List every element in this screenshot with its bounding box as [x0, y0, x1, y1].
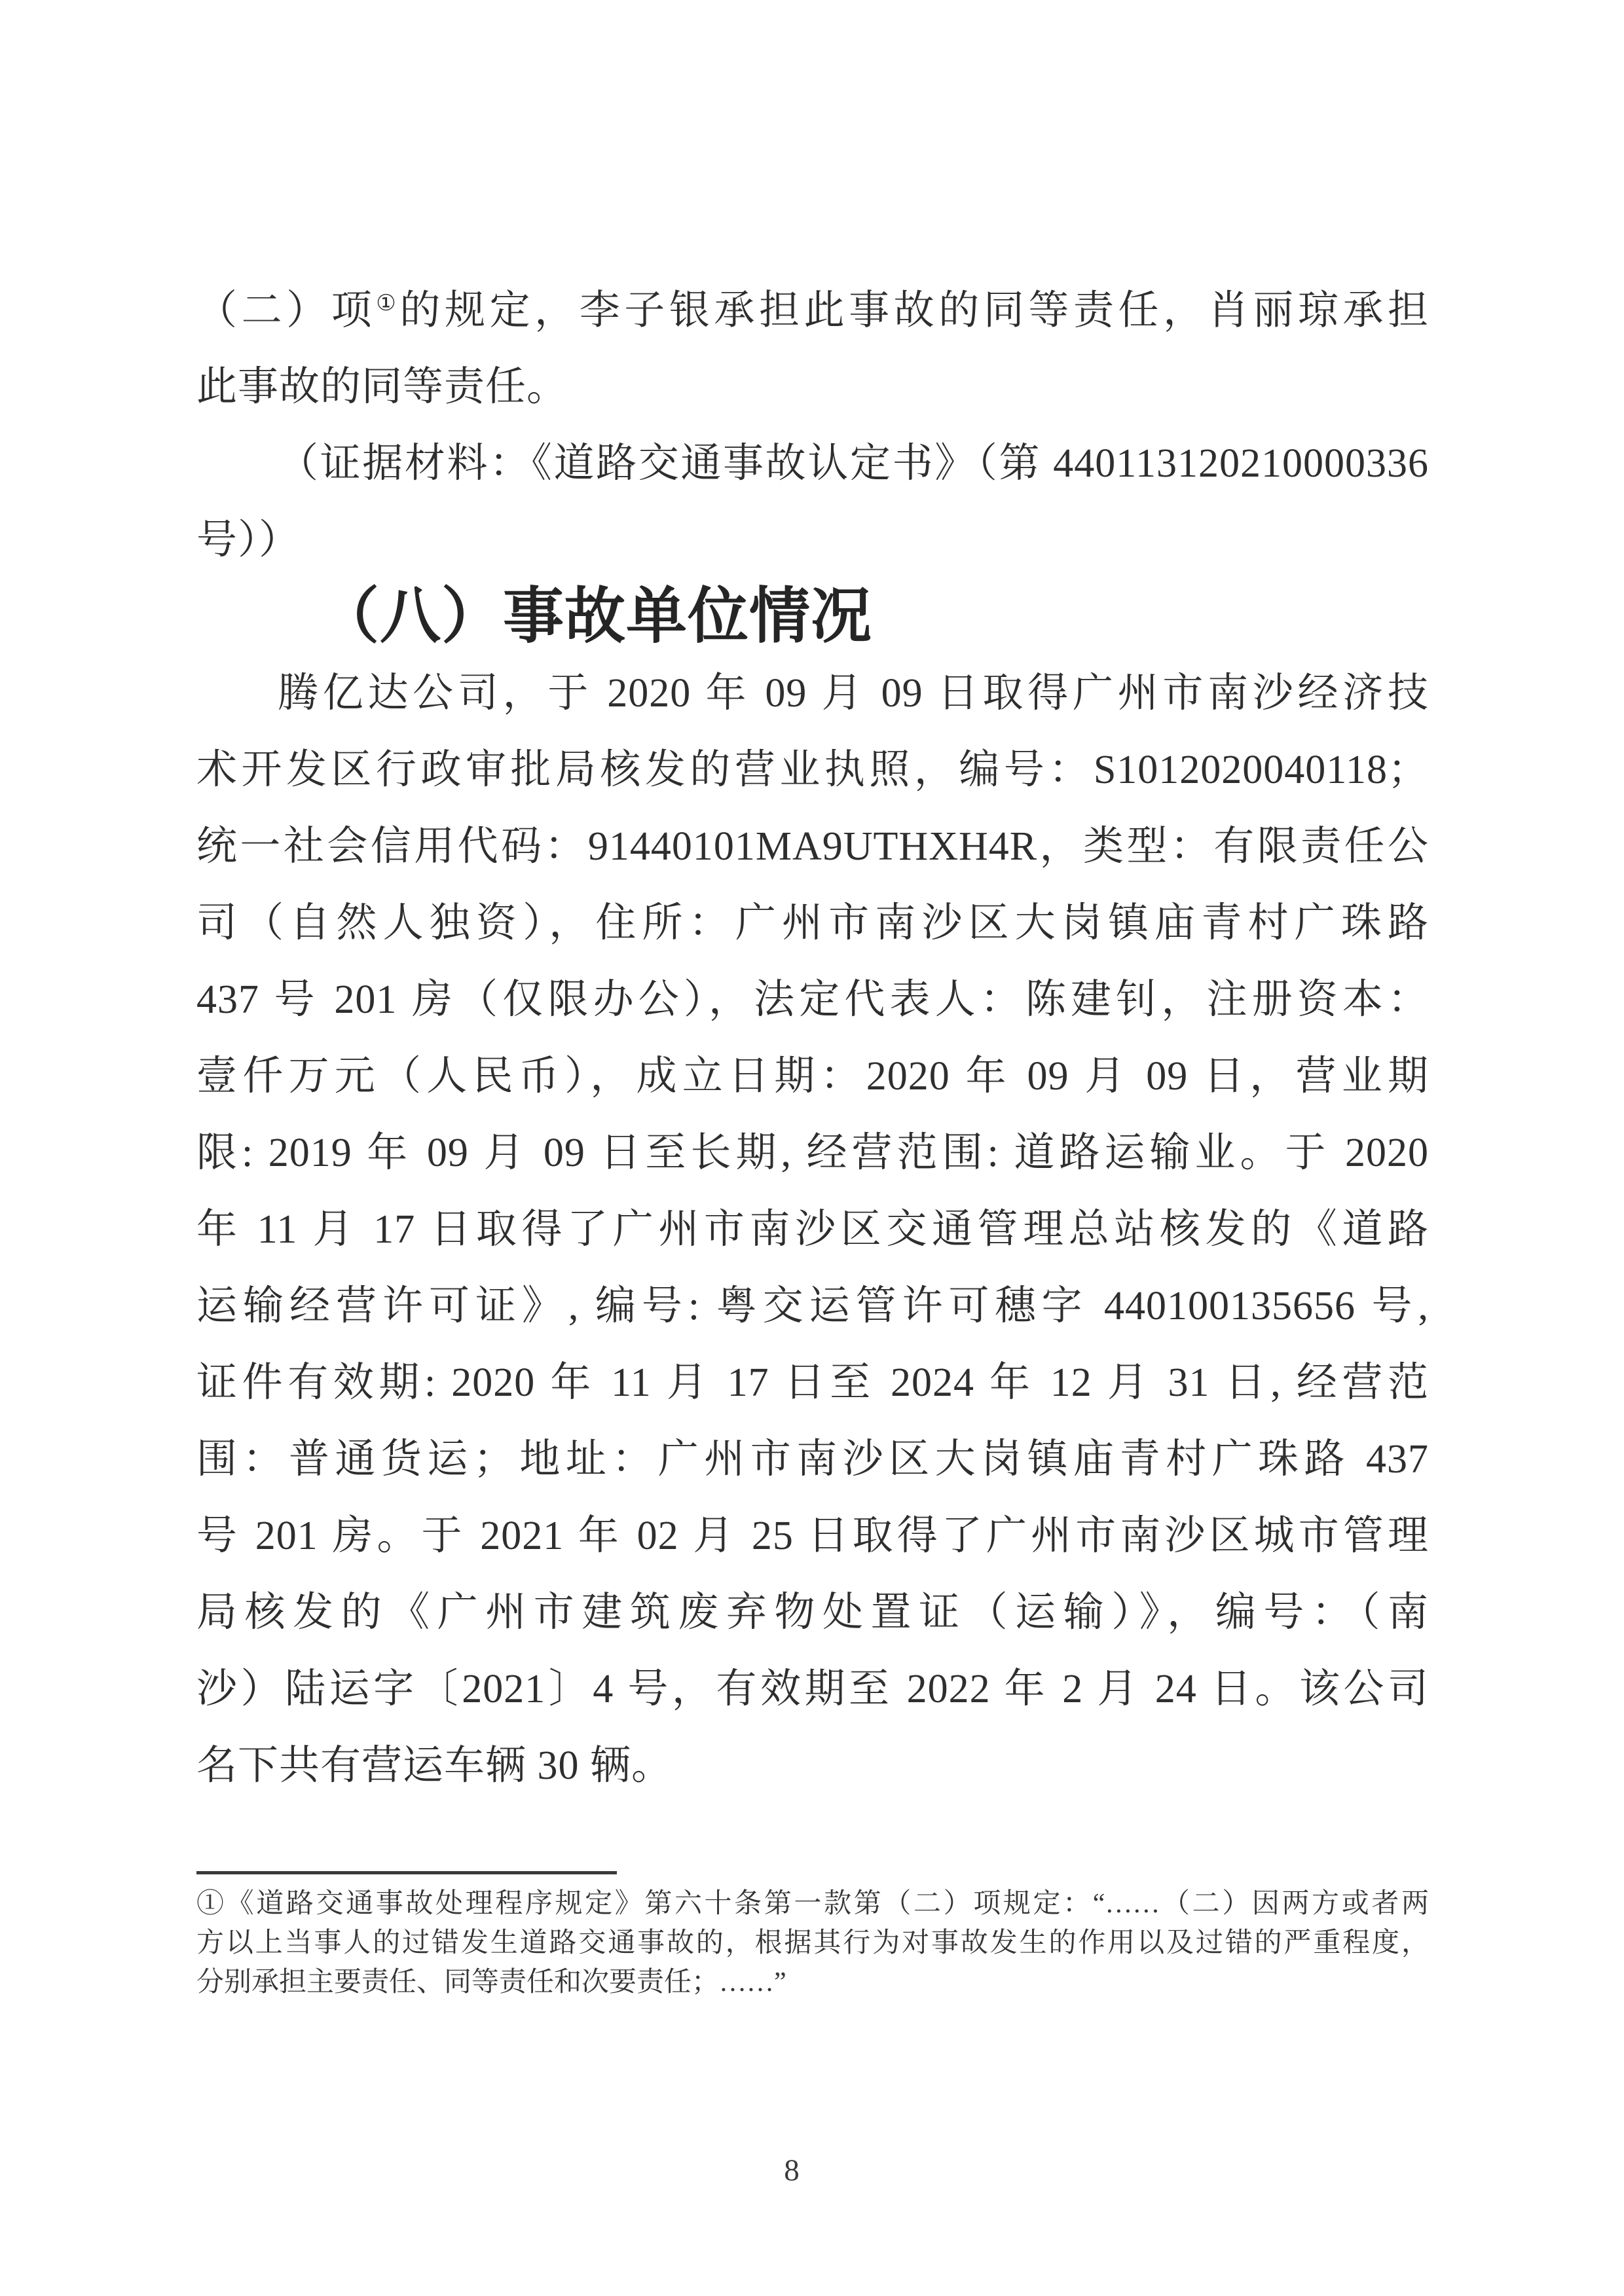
section-heading: （八）事故单位情况: [318, 583, 872, 651]
footnote-reference-mark: ①: [376, 291, 400, 316]
text-line: 限: 2019 年 09 月 09 日至长期, 经营范围: 道路运输业。于 2020: [196, 1131, 1429, 1176]
text-line: 名下共有营运车辆 30 辆。: [196, 1743, 673, 1789]
text-line: 腾亿达公司，于 2020 年 09 月 09 日取得广州市南沙经济技: [278, 671, 1429, 716]
document-body: [196, 265, 1429, 1804]
text-line: 局核发的《广州市建筑废弃物处置证（运输）》，编号：（南: [196, 1590, 1429, 1635]
text-line: 年 11 月 17 日取得了广州市南沙区交通管理总站核发的《道路: [196, 1207, 1429, 1252]
footnote: [196, 1884, 1429, 2002]
text-segment: （二）项: [196, 288, 377, 333]
text-line: [196, 265, 1429, 349]
text-line: 此事故的同等责任。: [196, 365, 568, 410]
text-line: 沙）陆运字〔2021〕4 号，有效期至 2022 年 2 月 24 日。该公司: [196, 1667, 1429, 1712]
text-line: 号））: [196, 518, 301, 563]
page-number: 8: [784, 2153, 800, 2187]
text-segment: 的规定，李子银承担此事故的同等责任，肖丽琼承担: [399, 288, 1429, 333]
text-line: （证据材料：《道路交通事故认定书》（第 440113120210000336: [278, 441, 1429, 486]
footnote-separator: [196, 1871, 617, 1874]
footnote-line: 方以上当事人的过错发生道路交通事故的，根据其行为对事故发生的作用以及过错的严重程度，: [196, 1928, 1429, 1958]
text-line: 司（自然人独资），住所：广州市南沙区大岗镇庙青村广珠路: [196, 901, 1429, 946]
text-line: 号 201 房。于 2021 年 02 月 25 日取得了广州市南沙区城市管理: [196, 1514, 1429, 1559]
text-line: 437 号 201 房（仅限办公），法定代表人：陈建钊，注册资本：: [196, 977, 1429, 1023]
footnote-line: 分别承担主要责任、同等责任和次要责任；……”: [196, 1967, 786, 1997]
footnote-line: ①《道路交通事故处理程序规定》第六十条第一款第（二）项规定：“……（二）因两方或者两: [196, 1889, 1429, 1919]
text-line: 统一社会信用代码：91440101MA9UTHXH4R，类型：有限责任公: [196, 824, 1429, 869]
text-line: 证件有效期: 2020 年 11 月 17 日至 2024 年 12 月 31 日, 经营范: [196, 1360, 1429, 1406]
text-line: 壹仟万元（人民币），成立日期：2020 年 09 月 09 日，营业期: [196, 1054, 1429, 1099]
text-line: 术开发区行政审批局核发的营业执照，编号：S1012020040118；: [196, 748, 1429, 793]
text-line: 围：普通货运；地址：广州市南沙区大岗镇庙青村广珠路 437: [196, 1437, 1429, 1482]
text-line: 运输经营许可证》, 编号: 粤交运管许可穗字 440100135656 号,: [196, 1284, 1429, 1329]
